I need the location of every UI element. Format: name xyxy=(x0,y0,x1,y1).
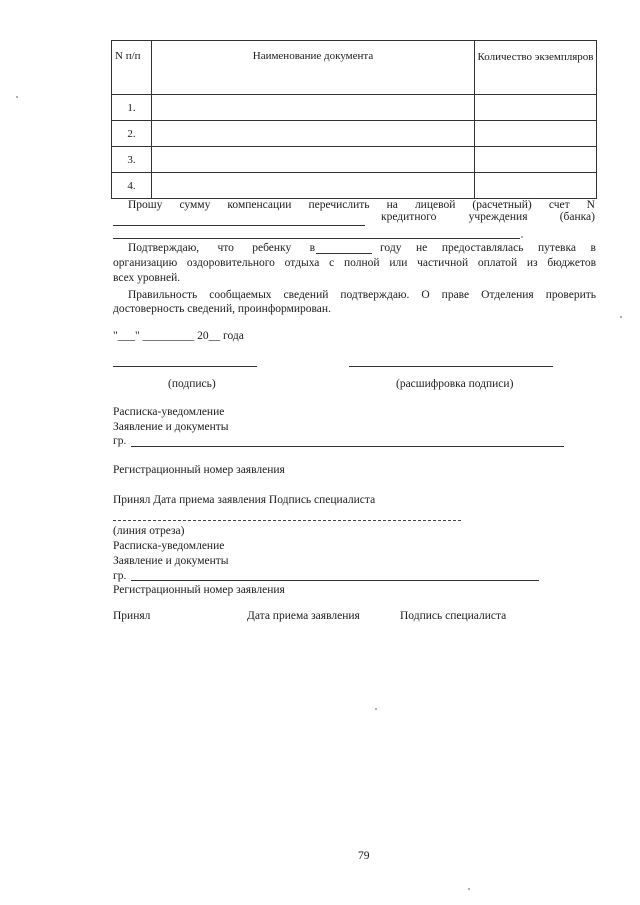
receipt-documents: Заявление и документы xyxy=(113,555,229,567)
scan-speck xyxy=(375,708,377,710)
table-header-row xyxy=(112,41,597,95)
signature-decode-caption: (расшифровка подписи) xyxy=(396,378,514,390)
row-number: 2. xyxy=(112,121,152,147)
row-number: 3. xyxy=(112,147,152,173)
citizen-prefix: гр. xyxy=(113,435,127,447)
confirm-text-line2: организацию оздоровительного отдыха с полной или частичной оплатой из бюджетов xyxy=(113,257,596,269)
citizen-prefix: гр. xyxy=(113,570,127,582)
receipt-title: Расписка-уведомление xyxy=(113,540,225,552)
table-row xyxy=(112,173,597,199)
citizen-name-field[interactable] xyxy=(131,580,539,581)
specialist-signature-label: Подпись специалиста xyxy=(400,610,507,622)
row-document-name[interactable] xyxy=(152,121,475,147)
page-number: 79 xyxy=(358,850,370,862)
period-mark xyxy=(521,236,523,238)
bank-name-field[interactable] xyxy=(113,238,520,239)
cut-line xyxy=(113,520,461,521)
table-row xyxy=(112,121,597,147)
receipt-documents: Заявление и документы xyxy=(113,421,229,433)
confirm-text-end: году не предоставлялась путевка в xyxy=(380,242,596,254)
confirm-text-line3: всех уровней. xyxy=(113,272,181,284)
row-document-name[interactable] xyxy=(152,173,475,199)
row-copies[interactable] xyxy=(475,95,597,121)
row-copies[interactable] xyxy=(475,147,597,173)
header-number: N п/п xyxy=(112,41,152,95)
row-number: 1. xyxy=(112,95,152,121)
account-number-field[interactable] xyxy=(113,225,365,226)
bank-text: кредитного учреждения (банка) xyxy=(381,211,595,223)
header-document-name: Наименование документа xyxy=(152,41,475,95)
row-copies[interactable] xyxy=(475,121,597,147)
confirm-text-start: Подтверждаю, что ребенку в xyxy=(128,242,315,254)
documents-table xyxy=(111,40,597,199)
citizen-name-field[interactable] xyxy=(131,446,564,447)
table-row xyxy=(112,147,597,173)
row-copies[interactable] xyxy=(475,173,597,199)
compensation-text: Прошу сумму компенсации перечислить на лицевой (расчетный) счет N xyxy=(128,199,595,211)
date-line[interactable]: "___" _________ 20__ года xyxy=(113,330,244,342)
accuracy-text-line1: Правильность сообщаемых сведений подтверждаю. О праве Отделения проверить xyxy=(128,289,596,301)
cut-line-label: (линия отреза) xyxy=(113,525,185,537)
accepted-row: Принял Дата приема заявления Подпись специалиста xyxy=(113,494,376,506)
table-row xyxy=(112,95,597,121)
accepted-label: Принял xyxy=(113,610,151,622)
accuracy-text-line2: достоверность сведений, проинформирован. xyxy=(113,303,331,315)
scan-speck xyxy=(468,888,470,890)
header-copies: Количество экземпляров xyxy=(475,41,597,95)
signature-decode-field[interactable] xyxy=(349,366,553,367)
registration-number-label: Регистрационный номер заявления xyxy=(113,464,285,476)
signature-field[interactable] xyxy=(113,366,257,367)
scan-speck xyxy=(16,96,18,98)
scan-speck xyxy=(620,316,622,318)
signature-caption: (подпись) xyxy=(168,378,216,390)
row-document-name[interactable] xyxy=(152,147,475,173)
row-number: 4. xyxy=(112,173,152,199)
registration-number-label: Регистрационный номер заявления xyxy=(113,584,285,596)
row-document-name[interactable] xyxy=(152,95,475,121)
receipt-title: Расписка-уведомление xyxy=(113,406,225,418)
year-field[interactable] xyxy=(316,253,372,254)
acceptance-date-label: Дата приема заявления xyxy=(247,610,360,622)
